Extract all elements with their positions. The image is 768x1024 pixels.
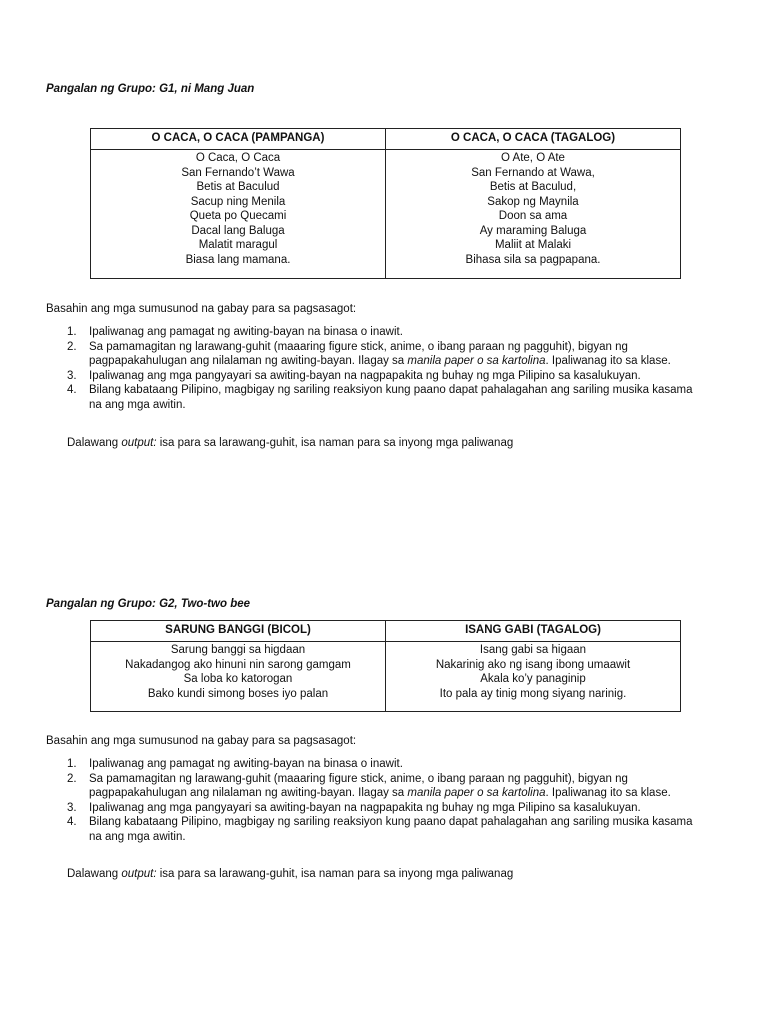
song-title-tagalog: ISANG GABI (TAGALOG) bbox=[386, 621, 681, 642]
lyric-line: Ito pala ay tinig mong siyang narinig. bbox=[439, 687, 627, 700]
song-title-tagalog: O CACA, O CACA (TAGALOG) bbox=[386, 129, 681, 150]
question-item bbox=[46, 757, 706, 772]
lyric-line: Queta po Quecami bbox=[189, 210, 287, 222]
lyric-line: Sarung banggi sa higdaan bbox=[170, 644, 306, 656]
lyrics-pampanga bbox=[91, 150, 386, 279]
question-number: 3. bbox=[67, 369, 77, 382]
question-text: Ipaliwanag ang mga pangyayari sa awiting-bayan na nagpapakita ng buhay ng mga Pilipino sa kasalukuyan. bbox=[89, 369, 641, 382]
lyrics-tagalog bbox=[386, 150, 681, 279]
lyric-line: Nakadangog ako hinuni nin sarong gamgam bbox=[125, 658, 351, 671]
table-header-row bbox=[91, 129, 681, 150]
song-title-pampanga: O CACA, O CACA (PAMPANGA) bbox=[91, 129, 386, 150]
song-table-2 bbox=[90, 620, 681, 712]
lyric-line: Bihasa sila sa pagpapana. bbox=[465, 253, 601, 266]
lyric-line: Sa loba ko katorogan bbox=[183, 673, 293, 685]
lyric-line: Malatit maragul bbox=[198, 239, 278, 251]
lyric-line: Doon sa ama bbox=[498, 210, 568, 222]
lyric-line: Dacal lang Baluga bbox=[191, 224, 285, 237]
table-header-row bbox=[91, 621, 681, 642]
lyric-line: O Ate, O Ate bbox=[501, 152, 565, 164]
lyric-line: Bako kundi simong boses iyo palan bbox=[147, 687, 329, 700]
instructions-intro-2: Basahin ang mga sumusunod na gabay para sa pagsasagot: bbox=[46, 735, 357, 747]
lyrics-bicol bbox=[91, 642, 386, 712]
lyric-line: Sacup ning Menila bbox=[190, 195, 286, 208]
lyric-line: Betis at Baculud bbox=[196, 181, 280, 193]
song-title-bicol: SARUNG BANGGI (BICOL) bbox=[91, 621, 386, 642]
question-number: 3. bbox=[67, 801, 77, 814]
lyric-line: Ay maraming Baluga bbox=[479, 224, 587, 237]
question-item bbox=[46, 383, 706, 412]
lyric-line: Nakarinig ako ng isang ibong umaawit bbox=[435, 658, 631, 671]
lyric-line: Betis at Baculud, bbox=[489, 181, 577, 193]
question-item bbox=[46, 772, 706, 801]
lyric-line: O Caca, O Caca bbox=[195, 152, 281, 164]
table-lyrics-row bbox=[91, 150, 681, 279]
output-note-1: Dalawang output: isa para sa larawang-guhit, isa naman para sa inyong mga paliwanag bbox=[67, 437, 514, 449]
question-text: Bilang kabataang Pilipino, magbigay ng sariling reaksiyon kung paano dapat pahalagahan ang sariling musika kasama na ang mga awitin. bbox=[89, 384, 693, 411]
question-number: 4. bbox=[67, 384, 77, 396]
question-text: Ipaliwanag ang mga pangyayari sa awiting-bayan na nagpapakita ng buhay ng mga Pilipino sa kasalukuyan. bbox=[89, 801, 641, 814]
question-item bbox=[46, 815, 706, 844]
question-item bbox=[46, 369, 706, 384]
question-number: 1. bbox=[67, 326, 77, 338]
question-text: Bilang kabataang Pilipino, magbigay ng sariling reaksiyon kung paano dapat pahalagahan ang sariling musika kasama na ang mga awitin. bbox=[89, 816, 693, 843]
question-number: 2. bbox=[67, 772, 77, 785]
output-note-2: Dalawang output: isa para sa larawang-guhit, isa naman para sa inyong mga paliwanag bbox=[67, 868, 514, 880]
lyrics-tagalog bbox=[386, 642, 681, 712]
questions-list-2 bbox=[46, 757, 706, 844]
question-text: Sa pamamagitan ng larawang-guhit (maaaring figure stick, anime, o ibang paraan ng pagguhit), bigyan ng pagpapakahulugan ang nilalaman ng awiting-bayan. Ilagay sa manila paper o sa kartolina. Ipaliwanag ito sa klase. bbox=[89, 772, 671, 799]
question-number: 1. bbox=[67, 758, 77, 770]
lyric-line: San Fernando’t Wawa bbox=[181, 166, 295, 179]
lyric-line: San Fernando at Wawa, bbox=[471, 166, 595, 179]
question-number: 4. bbox=[67, 816, 77, 828]
question-number: 2. bbox=[67, 340, 77, 353]
question-text: Ipaliwanag ang pamagat ng awiting-bayan na binasa o inawit. bbox=[89, 326, 403, 338]
questions-list-1 bbox=[46, 325, 706, 412]
song-table-1 bbox=[90, 128, 681, 279]
lyric-line: Maliit at Malaki bbox=[494, 239, 572, 251]
instructions-intro-1: Basahin ang mga sumusunod na gabay para sa pagsasagot: bbox=[46, 303, 357, 315]
lyric-line: Sakop ng Maynila bbox=[487, 195, 579, 208]
question-text: Ipaliwanag ang pamagat ng awiting-bayan na binasa o inawit. bbox=[89, 758, 403, 770]
question-item bbox=[46, 325, 706, 340]
group-2-title: Pangalan ng Grupo: G2, Two-two bee bbox=[46, 598, 251, 610]
question-item bbox=[46, 340, 706, 369]
lyric-line: Isang gabi sa higaan bbox=[479, 644, 587, 656]
group-1-title: Pangalan ng Grupo: G1, ni Mang Juan bbox=[46, 83, 255, 95]
lyric-line: Biasa lang mamana. bbox=[185, 253, 291, 266]
table-lyrics-row bbox=[91, 642, 681, 712]
lyric-line: Akala ko’y panaginip bbox=[480, 673, 586, 685]
question-text: Sa pamamagitan ng larawang-guhit (maaaring figure stick, anime, o ibang paraan ng pagguhit), bigyan ng pagpapakahulugan ang nilalaman ng awiting-bayan. Ilagay sa manila paper o sa kartolina. Ipaliwanag ito sa klase. bbox=[89, 340, 671, 367]
question-item bbox=[46, 801, 706, 816]
